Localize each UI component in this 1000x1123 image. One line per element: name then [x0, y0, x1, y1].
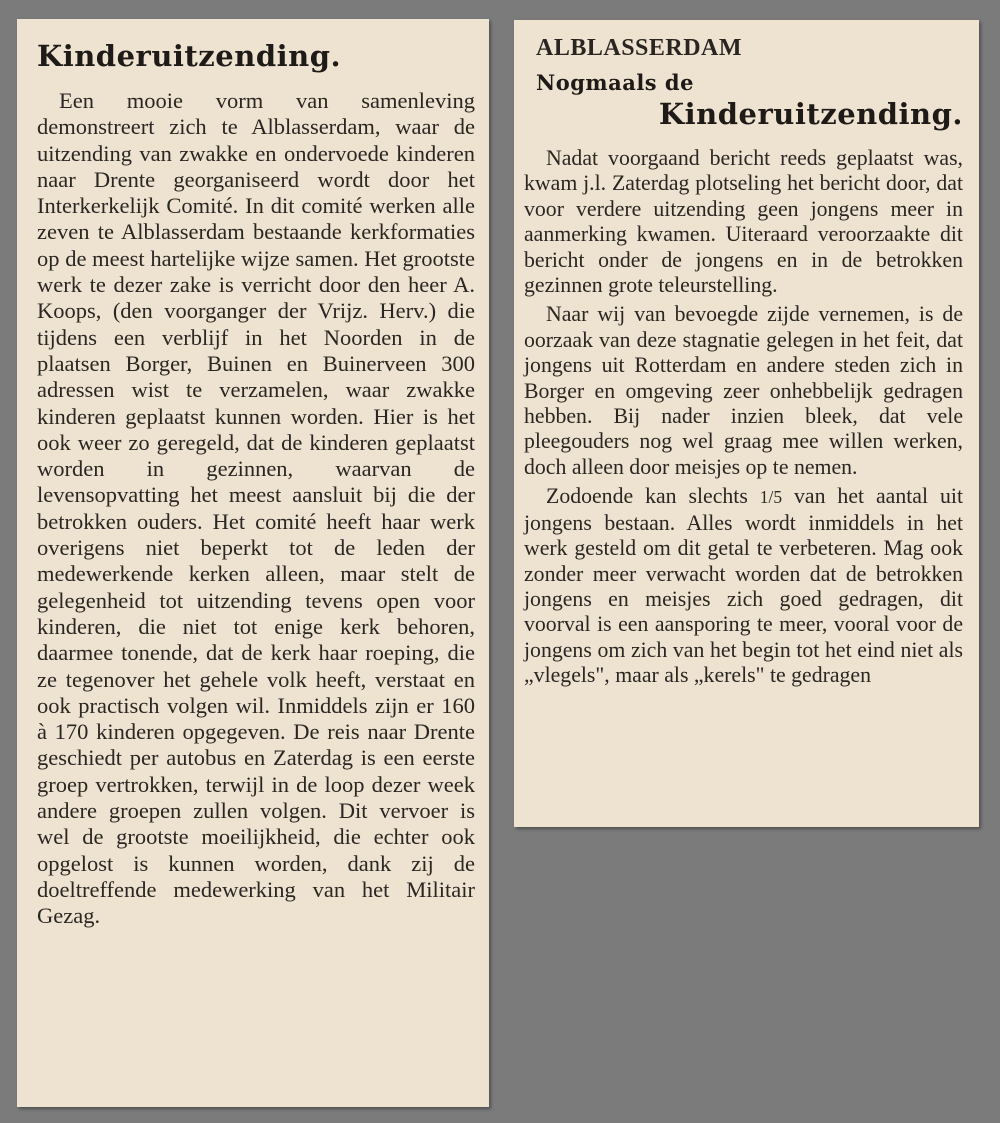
right-paragraph-3	[524, 484, 963, 688]
right-subheading-1: Nogmaals de	[536, 70, 694, 95]
fraction-one-fifth: 1/5	[759, 487, 783, 508]
right-paragraph-1: Nadat voorgaand bericht reeds geplaatst was, kwam j.l. Zaterdag plotseling het bericht door, dat voor verdere uitzending geen jongens meer in aanmerking kwamen. Uiteraard veroorzaakte dit bericht onder de jongens en in de betrokken gezinnen grote teleurstelling.	[524, 146, 963, 298]
right-clipping	[514, 20, 979, 827]
right-paragraph-3-end: van het aantal uit jongens bestaan. Alles wordt inmiddels in het werk gesteld om dit getal te verbeteren. Mag ook zonder meer verwacht worden dat de betrokken jongens en meisjes zich goed gedragen, dit voorval is een aansporing te meer, vooral voor de jongens om zich van het begin tot het eind niet als „vlegels", maar als „kerels" te gedragen	[524, 484, 963, 688]
left-body-text: Een mooie vorm van samenleving demonstreert zich te Alblasserdam, waar de uitzending van zwakke en ondervoede kinderen naar Drente georganiseerd wordt door het Interkerkelijk Comité. In dit comité werken alle zeven te Alblasserdam bestaande kerkformaties op de meest hartelijke wijze samen. Het grootste werk te dezer zake is verricht door den heer A. Koops, (den voorganger der Vrijz. Herv.) die tijdens een verblijf in het Noorden in de plaatsen Borger, Buinen en Buinerveen 300 adressen wist te verzamelen, waar zwakke kinderen geplaatst kunnen worden. Hier is het ook weer zo geregeld, dat de kinderen geplaatst worden in gezinnen, waarvan de levensopvatting het meest aansluit bij die der betrokken ouders. Het comité heeft haar werk overigens niet beperkt tot de leden der medewerkende kerken alleen, maar stelt de gelegenheid tot uitzending tevens open voor kinderen, die niet tot enige kerk behoren, daarmee tonende, dat de kerk haar roeping, die ze tegenover het gehele volk heeft, verstaat en ook practisch volgen wil. Inmiddels zijn er 160 à 170 kinderen opgegeven. De reis naar Drente geschiedt per autobus en Zaterdag is een eerste groep vertrokken, terwijl in de loop dezer week andere groepen zullen volgen. Dit vervoer is wel de grootste moeilijkheid, die echter ook opgelost is kunnen worden, dank zij de doeltreffende medewerking van het Militair Gezag.	[37, 88, 475, 929]
right-place-heading: ALBLASSERDAM	[536, 35, 743, 61]
right-paragraph-3-start: Zodoende kan slechts	[546, 484, 748, 509]
left-headline: Kinderuitzending.	[37, 39, 342, 73]
right-paragraph-2: Naar wij van bevoegde zijde vernemen, is de oorzaak van deze stagnatie gelegen in het feit, dat jongens uit Rotterdam en andere steden zich in Borger en omgeving zeer onhebbelijk gedragen hebben. Bij nader inzien bleek, dat vele pleegouders nog wel graag mee willen werken, doch alleen door meisjes op te nemen.	[524, 302, 963, 479]
right-subheading-2: Kinderuitzending.	[658, 97, 963, 131]
left-clipping	[17, 19, 489, 1107]
